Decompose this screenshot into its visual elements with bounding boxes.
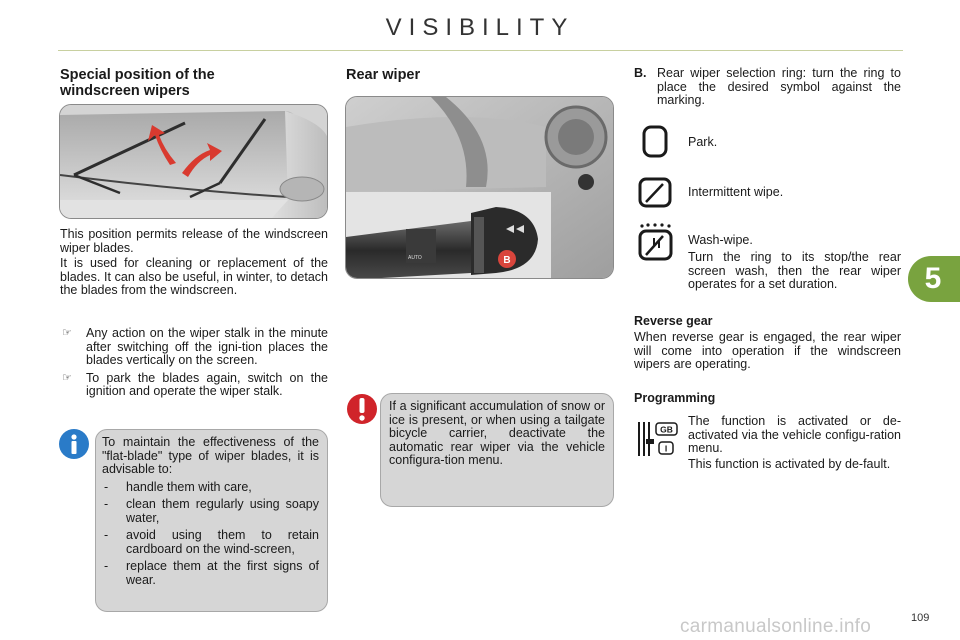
heading-line: Special position of the bbox=[60, 67, 215, 83]
heading-line: windscreen wipers bbox=[60, 83, 190, 99]
page-title: VISIBILITY bbox=[385, 14, 575, 41]
callout-b-label: B bbox=[503, 255, 511, 266]
info-box bbox=[95, 429, 328, 612]
list-item-text: avoid using them to retain cardboard on the wind-screen, bbox=[126, 528, 319, 556]
list-item-text: To park the blades again, switch on the ignition and operate the wiper stalk. bbox=[86, 370, 328, 398]
bullet-arrow-icon: ☞ bbox=[62, 371, 72, 384]
list-item bbox=[60, 327, 328, 368]
stalk-auto-label: AUTO bbox=[408, 255, 422, 261]
reverse-gear-heading: Reverse gear bbox=[634, 314, 713, 328]
wiper-stalk-illustration bbox=[346, 97, 614, 279]
wash-wipe-text: Turn the ring to its stop/the rear screen wash, then the rear wiper operates for a set duration. bbox=[688, 250, 901, 291]
paragraph: It is used for cleaning or replacement of the blades. It can also be useful, in winter, to detach the blades from the windscreen. bbox=[60, 256, 328, 297]
paragraph: Rear wiper selection ring: turn the ring to place the desired symbol against the marking. bbox=[657, 66, 901, 107]
list-item bbox=[60, 372, 328, 399]
park-icon bbox=[640, 124, 672, 160]
programming-icon bbox=[635, 420, 679, 458]
title-divider bbox=[58, 50, 903, 51]
section-heading-special-position bbox=[60, 67, 215, 99]
list-item: - avoid using them to retain cardboard on the wind-screen, bbox=[104, 528, 319, 556]
list-item-text: Any action on the wiper stalk in the minute after switching off the igni-tion places the blades vertically on the screen. bbox=[86, 326, 328, 367]
windscreen-illustration bbox=[60, 105, 328, 219]
paragraph: This position permits release of the windscreen wiper blades. bbox=[60, 227, 328, 255]
wiper-stalk-image bbox=[345, 96, 614, 279]
list-item-text: clean them regularly using soapy water, bbox=[126, 497, 319, 525]
watermark: carmanualsonline.info bbox=[680, 616, 872, 637]
bullet-list bbox=[60, 327, 328, 403]
intermittent-wipe-icon bbox=[637, 174, 675, 212]
wash-wipe-icon bbox=[636, 222, 676, 264]
info-intro: To maintain the effectiveness of the "flat-blade" type of wiper blades, it is advisable to: bbox=[102, 435, 319, 476]
wash-wipe-title: Wash-wipe. bbox=[688, 233, 753, 247]
list-item: - handle them with care, bbox=[104, 479, 252, 494]
programming-icon-i: I bbox=[664, 443, 668, 454]
programming-text: This function is activated by de-fault. bbox=[688, 457, 891, 471]
list-item-text: replace them at the first signs of wear. bbox=[126, 559, 319, 587]
chapter-number: 5 bbox=[924, 262, 942, 295]
warning-box bbox=[380, 393, 614, 507]
programming-heading: Programming bbox=[634, 391, 716, 405]
windscreen-wipers-image bbox=[59, 104, 328, 219]
section-heading-rear-wiper: Rear wiper bbox=[346, 67, 421, 83]
warning-icon bbox=[346, 393, 378, 425]
reverse-gear-text: When reverse gear is engaged, the rear wiper will come into operation if the windscreen wipers are operating. bbox=[634, 330, 901, 371]
park-label: Park. bbox=[688, 135, 718, 149]
warning-text: If a significant accumulation of snow or ice is present, or when using a tailgate bicycle carrier, deactivate the automatic rear wiper via the vehicle configura-tion menu. bbox=[389, 399, 605, 467]
list-item-text: handle them with care, bbox=[126, 479, 252, 494]
list-item: - replace them at the first signs of wear. bbox=[104, 559, 319, 587]
page-number: 109 bbox=[911, 612, 930, 624]
programming-icon-gb: GB bbox=[660, 424, 673, 435]
info-icon bbox=[58, 428, 90, 460]
bullet-arrow-icon: ☞ bbox=[62, 327, 72, 339]
list-item: - clean them regularly using soapy water, bbox=[104, 497, 319, 525]
label-b: B. bbox=[634, 66, 647, 80]
programming-text: The function is activated or de-activated via the vehicle configu-ration menu. bbox=[688, 414, 901, 455]
intermittent-label: Intermittent wipe. bbox=[688, 185, 784, 199]
